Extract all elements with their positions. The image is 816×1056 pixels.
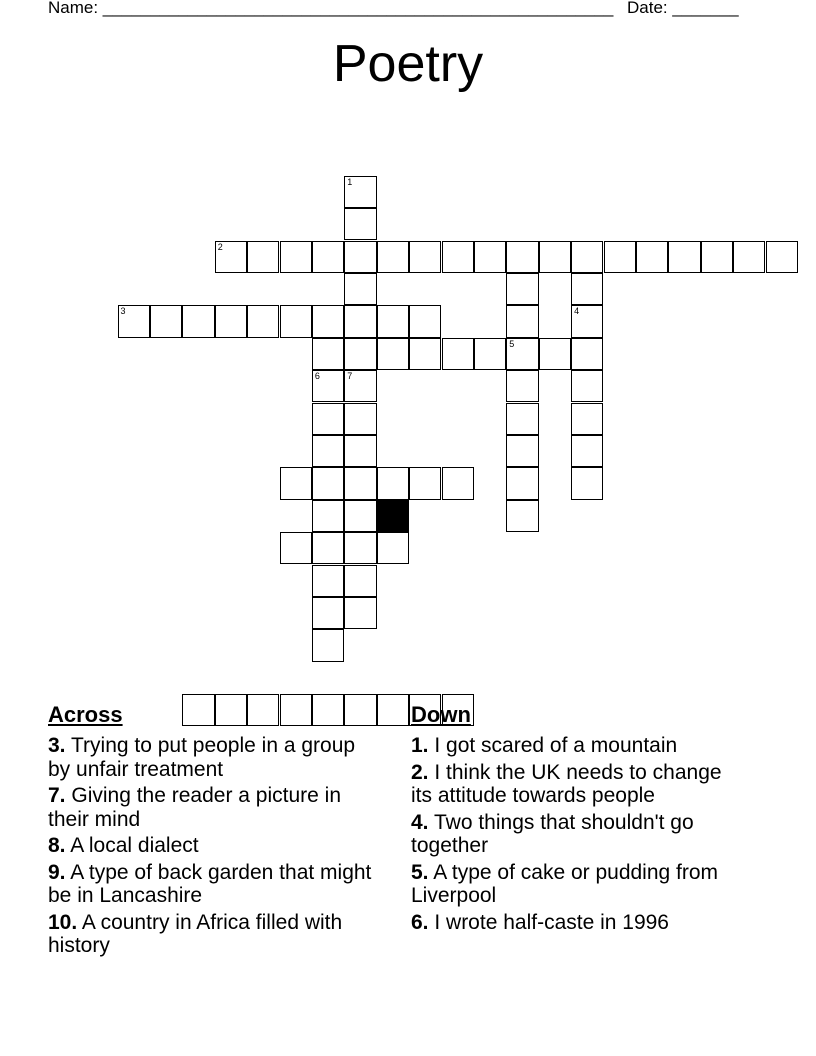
across-clues <box>48 702 378 961</box>
cell-number: 1 <box>347 176 353 187</box>
crossword-cell[interactable] <box>506 467 538 499</box>
crossword-cell[interactable] <box>280 305 312 337</box>
crossword-cell[interactable] <box>150 305 182 337</box>
down-clue <box>411 911 741 935</box>
name-field-line[interactable]: Name: ______________________________________________________ <box>48 0 614 17</box>
crossword-cell[interactable] <box>118 305 150 337</box>
clue-number: 4. <box>411 810 429 834</box>
across-clue <box>48 734 378 781</box>
down-clue <box>411 811 741 858</box>
clue-text: Giving the reader a picture in their mind <box>48 784 342 831</box>
crossword-cell[interactable] <box>506 370 538 402</box>
crossword-cell[interactable] <box>766 241 798 273</box>
down-clue <box>411 761 741 808</box>
crossword-cell[interactable] <box>571 338 603 370</box>
crossword-cell[interactable] <box>442 241 474 273</box>
clue-text: Trying to put people in a group by unfair treatment <box>48 734 356 781</box>
clue-number: 9. <box>48 860 66 884</box>
across-clue <box>48 784 378 831</box>
crossword-cell[interactable] <box>344 532 376 564</box>
clue-text: I think the UK needs to change its attitude towards people <box>411 760 722 807</box>
crossword-cell[interactable] <box>409 305 441 337</box>
crossword-cell[interactable] <box>442 467 474 499</box>
crossword-cell[interactable] <box>377 532 409 564</box>
crossword-cell[interactable] <box>571 305 603 337</box>
clue-text: I wrote half-caste in 1996 <box>434 910 669 934</box>
crossword-cell[interactable] <box>344 241 376 273</box>
clue-number: 5. <box>411 860 429 884</box>
crossword-cell[interactable] <box>506 435 538 467</box>
crossword-cell[interactable] <box>344 338 376 370</box>
across-heading: Across <box>48 702 123 727</box>
crossword-cell[interactable] <box>344 176 376 208</box>
crossword-cell[interactable] <box>280 532 312 564</box>
crossword-cell[interactable] <box>539 241 571 273</box>
down-heading: Down <box>411 702 471 727</box>
crossword-cell[interactable] <box>312 403 344 435</box>
clue-text: A country in Africa filled with history <box>48 910 343 957</box>
crossword-cell[interactable] <box>344 370 376 402</box>
crossword-cell[interactable] <box>409 241 441 273</box>
cell-number: 7 <box>347 371 353 382</box>
crossword-cell[interactable] <box>409 338 441 370</box>
across-clue <box>48 834 378 858</box>
crossword-cell[interactable] <box>571 435 603 467</box>
crossword-cell[interactable] <box>344 500 376 532</box>
crossword-cell[interactable] <box>182 305 214 337</box>
crossword-cell[interactable] <box>312 241 344 273</box>
crossword-cell[interactable] <box>604 241 636 273</box>
down-clues <box>411 702 741 937</box>
crossword-cell[interactable] <box>377 467 409 499</box>
crossword-cell[interactable] <box>312 500 344 532</box>
crossword-cell[interactable] <box>442 338 474 370</box>
clue-text: A type of back garden that might be in Lancashire <box>48 860 372 907</box>
date-field-line[interactable]: Date: _______ <box>627 0 739 17</box>
crossword-cell[interactable] <box>215 241 247 273</box>
clue-number: 6. <box>411 910 429 934</box>
clue-number: 10. <box>48 910 78 934</box>
crossword-cell[interactable] <box>312 435 344 467</box>
crossword-cell[interactable] <box>506 338 538 370</box>
crossword-cell[interactable] <box>571 467 603 499</box>
crossword-cell[interactable] <box>506 500 538 532</box>
crossword-cell[interactable] <box>280 467 312 499</box>
cell-number: 3 <box>120 306 126 317</box>
crossword-cell[interactable] <box>571 241 603 273</box>
clue-number: 3. <box>48 734 66 757</box>
across-clue <box>48 861 378 908</box>
clue-text: Two things that shouldn't go together <box>411 810 694 857</box>
crossword-cell[interactable] <box>344 403 376 435</box>
crossword-cell[interactable] <box>312 629 344 661</box>
cell-number: 4 <box>574 306 580 317</box>
crossword-cell[interactable] <box>539 338 571 370</box>
crossword-cell[interactable] <box>733 241 765 273</box>
clue-text: I got scared of a mountain <box>434 734 678 757</box>
cell-number: 5 <box>509 338 515 349</box>
cell-number: 2 <box>217 241 223 252</box>
crossword-cell[interactable] <box>344 565 376 597</box>
crossword-cell[interactable] <box>571 403 603 435</box>
cell-number: 6 <box>314 371 320 382</box>
crossword-cell[interactable] <box>506 403 538 435</box>
clue-text: A local dialect <box>70 834 199 857</box>
crossword-cell[interactable] <box>377 694 409 726</box>
crossword-cell[interactable] <box>377 338 409 370</box>
crossword-cell[interactable] <box>312 565 344 597</box>
crossword-cell[interactable] <box>312 597 344 629</box>
crossword-cell[interactable] <box>377 241 409 273</box>
down-clue <box>411 861 741 908</box>
crossword-cell[interactable] <box>312 370 344 402</box>
crossword-cell[interactable] <box>344 597 376 629</box>
crossword-cell[interactable] <box>344 305 376 337</box>
puzzle-title: Poetry <box>332 35 484 93</box>
crossword-cell[interactable] <box>215 305 247 337</box>
crossword-cell[interactable] <box>280 241 312 273</box>
black-square <box>377 500 409 532</box>
down-clue <box>411 734 741 758</box>
crossword-cell[interactable] <box>312 532 344 564</box>
crossword-cell[interactable] <box>247 305 279 337</box>
crossword-cell[interactable] <box>312 305 344 337</box>
crossword-cell[interactable] <box>409 467 441 499</box>
clue-text: A type of cake or pudding from Liverpool <box>411 860 719 907</box>
across-clue <box>48 911 378 958</box>
crossword-cell[interactable] <box>571 370 603 402</box>
crossword-cell[interactable] <box>312 338 344 370</box>
crossword-cell[interactable] <box>247 241 279 273</box>
clue-number: 8. <box>48 834 66 857</box>
clue-number: 7. <box>48 784 66 807</box>
crossword-cell[interactable] <box>506 305 538 337</box>
crossword-cell[interactable] <box>344 467 376 499</box>
crossword-cell[interactable] <box>571 273 603 305</box>
crossword-cell[interactable] <box>344 435 376 467</box>
crossword-cell[interactable] <box>474 241 506 273</box>
crossword-cell[interactable] <box>377 305 409 337</box>
crossword-cell[interactable] <box>344 273 376 305</box>
clue-number: 1. <box>411 734 429 757</box>
crossword-cell[interactable] <box>506 241 538 273</box>
crossword-cell[interactable] <box>701 241 733 273</box>
crossword-cell[interactable] <box>668 241 700 273</box>
clue-number: 2. <box>411 760 429 784</box>
crossword-cell[interactable] <box>344 208 376 240</box>
crossword-cell[interactable] <box>506 273 538 305</box>
crossword-cell[interactable] <box>474 338 506 370</box>
crossword-cell[interactable] <box>312 467 344 499</box>
crossword-cell[interactable] <box>636 241 668 273</box>
